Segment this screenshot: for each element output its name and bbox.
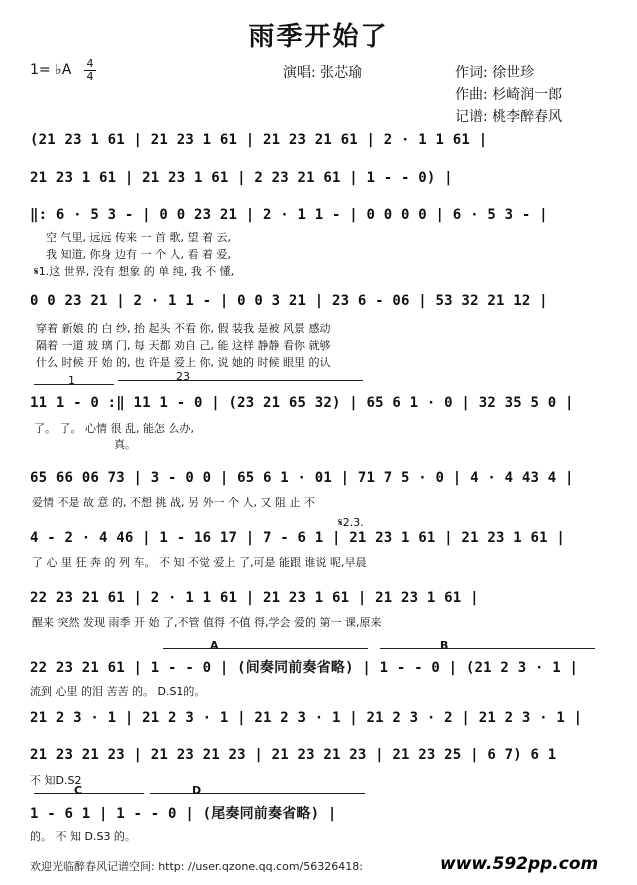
section-a-label: A — [210, 639, 219, 652]
footer-text: 欢迎光临醉春风记谱空间: http: //user.qzone.qq.com/56326418: — [30, 860, 363, 873]
volta-23-label: 23 — [176, 370, 190, 383]
score-row-10-notes: 21 2 3 · 1 | 21 2 3 · 1 | 21 2 3 · 1 | 21 2 3 · 2 | 21 2 3 · 1 | — [30, 710, 583, 726]
score-row-8-lyrics-1: 醒来 突然 发现 雨季 开 始 了,不管 值得 不值 得,学会 爱的 第一 课,原来 — [32, 616, 382, 629]
section-c-line — [34, 793, 144, 794]
section-c-label: C — [74, 784, 83, 797]
score-row-11-notes: 21 23 21 23 | 21 23 21 23 | 21 23 21 23 | 21 23 25 | 6 7) 6 1 — [30, 747, 557, 763]
section-a-line — [163, 648, 368, 649]
lyricist-credit: 作词: 徐世珍 — [455, 65, 535, 81]
score-row-5-lyrics-2: 真。 — [114, 438, 136, 451]
score-row-4-lyrics-1: 穿着 新娘 的 白 纱, 抬 起头 不看 你, 假 装我 是被 风景 感动 — [36, 322, 331, 335]
time-signature — [84, 58, 96, 83]
score-row-8-notes: 22 23 21 61 | 2 · 1 1 61 | 21 23 1 61 | 21 23 1 61 | — [30, 590, 479, 606]
score-row-9-lyrics-1: 流到 心里 的泪 苦苦 的。 D.S1的。 — [30, 685, 206, 698]
footer-site-link[interactable]: www.592pp.com — [440, 854, 599, 874]
key-signature: 1= ♭A — [30, 62, 72, 78]
score-row-6-lyrics-1: 爱情 不是 故 意 的, 不想 挑 战, 另 外一 个 人, 又 阻 止 不 — [32, 496, 315, 509]
section-d-line — [150, 793, 365, 794]
score-row-4-notes: 0 0 23 21 | 2 · 1 1 - | 0 0 3 21 | 23 6 - 06 | 53 32 21 12 | — [30, 293, 548, 309]
segno-2-3-mark: 𝄋2.3. — [338, 516, 364, 529]
section-d-label: D — [192, 784, 202, 797]
score-row-12-lyrics-1: 的。 不 知 D.S3 的。 — [30, 830, 136, 843]
singer-credit: 演唱: 张芯瑜 — [283, 65, 363, 81]
transcriber-credit: 记谱: 桃李醉春风 — [455, 109, 563, 125]
score-row-9-notes: 22 23 21 61 | 1 - - 0 | (间奏同前奏省略) | 1 - - 0 | (21 2 3 · 1 | — [30, 660, 579, 676]
composer-credit: 作曲: 杉崎润一郎 — [455, 87, 563, 103]
score-row-6-notes: 65 66 06 73 | 3 - 0 0 | 65 6 1 · 01 | 71 7 5 · 0 | 4 · 4 43 4 | — [30, 470, 574, 486]
score-row-2-notes: 21 23 1 61 | 21 23 1 61 | 2 23 21 61 | 1 - - 0) | — [30, 170, 453, 186]
score-row-3-lyrics-2: 我 知道, 你身 边有 一 个 人, 看 着 爱, — [46, 248, 231, 261]
score-row-3-lyrics-1: 空 气里, 远远 传来 一 首 歌, 望 着 云, — [46, 231, 231, 244]
score-row-4-lyrics-3: 什么 时候 开 始 的, 也 许是 爱上 你, 说 她的 时候 眼里 的认 — [36, 356, 331, 369]
score-row-7-notes: 4 - 2 · 4 46 | 1 - 16 17 | 7 - 6 1 | 21 23 1 61 | 21 23 1 61 | — [30, 530, 565, 546]
volta-1-label: 1 — [68, 374, 75, 387]
section-b-line — [380, 648, 595, 649]
score-row-5-notes: 11 1 - 0 :‖ 11 1 - 0 | (23 21 65 32) | 65 6 1 · 0 | 32 35 5 0 | — [30, 395, 574, 411]
score-row-7-lyrics-1: 了 心 里 狂 奔 的 列 车。 不 知 不觉 爱上 了,可是 能跟 谁说 呢,早晨 — [32, 556, 367, 569]
time-signature-top: 4 — [86, 57, 94, 70]
score-row-12-notes: 1 - 6 1 | 1 - - 0 | (尾奏同前奏省略) | — [30, 806, 337, 822]
time-signature-bottom: 4 — [84, 70, 96, 83]
volta-23-line — [118, 380, 363, 381]
section-b-label: B — [440, 639, 449, 652]
score-row-11-lyrics-1: 不 知D.S2 — [30, 774, 82, 787]
score-row-3-lyrics-3: 𝄋1.这 世界, 没有 想象 的 单 纯, 我 不 懂, — [34, 265, 235, 278]
page-title: 雨季开始了 — [248, 22, 389, 52]
score-row-3-notes: ‖: 6 · 5 3 - | 0 0 23 21 | 2 · 1 1 - | 0 0 0 0 | 6 · 5 3 - | — [30, 207, 548, 223]
score-row-5-lyrics-1: 了。 了。 心情 很 乱, 能怎 么办, — [34, 422, 194, 435]
score-row-4-lyrics-2: 隔着 一道 玻 璃 门, 每 天都 劝自 己, 能 这样 静静 看你 就够 — [36, 339, 331, 352]
score-row-1-notes: (21 23 1 61 | 21 23 1 61 | 21 23 21 61 | 2 · 1 1 61 | — [30, 132, 488, 148]
